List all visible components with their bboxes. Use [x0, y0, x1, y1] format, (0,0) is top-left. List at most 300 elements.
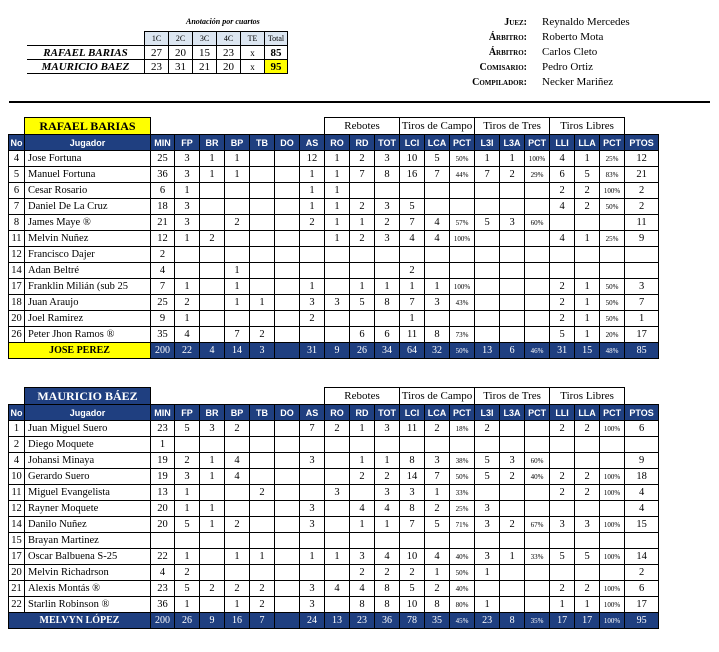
player-row — [9, 421, 659, 437]
quarter-header: 4C — [217, 32, 241, 46]
stat-cell — [325, 597, 350, 613]
stat-cell: 2 — [200, 581, 225, 597]
stat-cell: 8 — [375, 581, 400, 597]
stat-cell: 50% — [600, 311, 625, 327]
stat-cell: 2 — [550, 183, 575, 199]
official-name: Roberto Mota — [542, 31, 604, 43]
quarter-score: 15 — [193, 46, 217, 60]
stat-cell: 23 — [151, 421, 175, 437]
player-row — [9, 199, 659, 215]
stat-cell: 100% — [450, 279, 475, 295]
stat-cell: 2 — [425, 501, 450, 517]
stat-cell: 6 — [375, 327, 400, 343]
official-row — [455, 30, 630, 45]
stat-cell — [500, 437, 525, 453]
group-header-row — [9, 118, 659, 135]
stat-cell — [550, 437, 575, 453]
stat-cell — [200, 199, 225, 215]
stat-cell: 36 — [151, 167, 175, 183]
stat-cell — [575, 263, 600, 279]
stat-cell: 2 — [300, 311, 325, 327]
stat-cell: 7 — [225, 327, 250, 343]
player-row — [9, 469, 659, 485]
player-row — [9, 311, 659, 327]
stat-cell: 3 — [575, 517, 600, 533]
total-cell: 26 — [350, 343, 375, 359]
stat-cell — [525, 597, 550, 613]
column-header: DO — [275, 405, 300, 421]
stat-cell — [375, 247, 400, 263]
stat-cell — [300, 437, 325, 453]
official-row — [455, 15, 630, 30]
stat-cell — [525, 279, 550, 295]
stat-cell: 5 — [175, 581, 200, 597]
stat-cell — [425, 311, 450, 327]
stat-cell — [425, 199, 450, 215]
player-number: 14 — [9, 517, 25, 533]
stat-cell: 1 — [175, 549, 200, 565]
stat-cell: 4 — [425, 215, 450, 231]
column-header: RO — [325, 405, 350, 421]
stat-cell — [625, 247, 659, 263]
stat-cell: 2 — [350, 199, 375, 215]
stat-cell: 4 — [350, 581, 375, 597]
stat-cell — [250, 231, 275, 247]
stat-cell: 4 — [625, 485, 659, 501]
column-header-row — [9, 135, 659, 151]
stat-cell — [350, 485, 375, 501]
totals-row — [9, 613, 659, 629]
stat-cell — [200, 485, 225, 501]
stat-cell — [550, 501, 575, 517]
stat-cell — [250, 167, 275, 183]
column-header: PCT — [525, 405, 550, 421]
stat-cell — [300, 231, 325, 247]
stat-cell — [225, 565, 250, 581]
total-cell: 9 — [200, 613, 225, 629]
stat-cell: 7 — [425, 469, 450, 485]
stat-cell: 2 — [175, 565, 200, 581]
stat-cell — [275, 597, 300, 613]
column-header: LCI — [400, 405, 425, 421]
stat-cell — [300, 485, 325, 501]
stat-cell — [550, 533, 575, 549]
stat-cell — [425, 263, 450, 279]
total-cell: 8 — [500, 613, 525, 629]
quarters-caption: Anotación por cuartos — [186, 17, 260, 26]
stat-cell: 1 — [200, 453, 225, 469]
stat-cell: 3 — [375, 485, 400, 501]
quarter-score: 21 — [193, 60, 217, 74]
stat-cell — [475, 263, 500, 279]
stat-cell: 7 — [425, 167, 450, 183]
stat-cell — [525, 437, 550, 453]
player-row — [9, 437, 659, 453]
stat-cell: 11 — [400, 327, 425, 343]
column-header: TB — [250, 135, 275, 151]
stat-cell — [250, 565, 275, 581]
official-row — [455, 45, 630, 60]
stat-cell — [350, 247, 375, 263]
stat-cell: 1 — [225, 549, 250, 565]
stat-cell — [325, 453, 350, 469]
stat-cell — [500, 279, 525, 295]
stat-cell: 1 — [425, 565, 450, 581]
player-name: Manuel Fortuna — [25, 167, 151, 183]
stat-cell: 10 — [400, 151, 425, 167]
total-cell: 200 — [151, 613, 175, 629]
stat-cell — [525, 501, 550, 517]
stat-cell: 2 — [300, 215, 325, 231]
stat-cell: 21 — [625, 167, 659, 183]
stat-cell — [525, 485, 550, 501]
stat-cell: 3 — [625, 279, 659, 295]
stat-cell: 5 — [475, 469, 500, 485]
stat-cell: 21 — [151, 215, 175, 231]
stat-cell: 1 — [300, 549, 325, 565]
stat-cell: 9 — [151, 311, 175, 327]
stat-cell — [275, 167, 300, 183]
quarter-score: 23 — [217, 46, 241, 60]
stat-cell — [225, 183, 250, 199]
stat-cell: 1 — [350, 453, 375, 469]
stat-cell — [475, 311, 500, 327]
stat-cell — [350, 533, 375, 549]
quarter-score: 31 — [169, 60, 193, 74]
column-header: FP — [175, 405, 200, 421]
stat-cell — [275, 469, 300, 485]
spacer — [9, 118, 25, 135]
stat-cell — [500, 533, 525, 549]
player-row — [9, 295, 659, 311]
stat-cell: 2 — [575, 485, 600, 501]
stat-cell: 2 — [550, 581, 575, 597]
stat-cell: 1 — [500, 151, 525, 167]
column-header: BR — [200, 135, 225, 151]
total-cell: 26 — [175, 613, 200, 629]
total-cell: 23 — [350, 613, 375, 629]
stat-cell — [550, 453, 575, 469]
stat-cell — [500, 501, 525, 517]
column-header: PCT — [450, 135, 475, 151]
stat-cell — [275, 183, 300, 199]
stat-cell: 100% — [525, 151, 550, 167]
stat-cell — [575, 565, 600, 581]
stat-cell: 12 — [300, 151, 325, 167]
player-number: 20 — [9, 565, 25, 581]
stat-cell: 1 — [475, 565, 500, 581]
stat-cell: 1 — [475, 597, 500, 613]
stat-cell: 1 — [325, 215, 350, 231]
stat-cell — [550, 565, 575, 581]
stat-cell: 100% — [600, 517, 625, 533]
stat-cell — [325, 501, 350, 517]
stat-cell: 8 — [375, 295, 400, 311]
column-header: AS — [300, 135, 325, 151]
player-name: Danilo Nuñez — [25, 517, 151, 533]
stat-cell: 3 — [300, 501, 325, 517]
column-header: PCT — [525, 135, 550, 151]
stat-cell: 5 — [400, 199, 425, 215]
player-name: Franklin Milián (sub 25 — [25, 279, 151, 295]
stat-cell: 5 — [550, 549, 575, 565]
stat-cell: 1 — [575, 295, 600, 311]
stat-cell: 1 — [575, 231, 600, 247]
stat-cell: 20% — [600, 327, 625, 343]
stat-cell: 1 — [350, 215, 375, 231]
stat-cell — [250, 263, 275, 279]
stat-cell: 1 — [175, 485, 200, 501]
column-header: Jugador — [25, 135, 151, 151]
stat-cell: 29% — [525, 167, 550, 183]
quarters-total-winner: 95 — [265, 60, 288, 74]
stat-cell: 2 — [151, 247, 175, 263]
column-header-row — [9, 405, 659, 421]
stat-cell — [275, 485, 300, 501]
stat-cell: 2 — [550, 311, 575, 327]
stat-cell: 2 — [350, 565, 375, 581]
stat-cell: 5 — [475, 215, 500, 231]
stat-cell — [325, 327, 350, 343]
player-number: 12 — [9, 247, 25, 263]
stat-cell: 5 — [475, 453, 500, 469]
stat-cell — [525, 421, 550, 437]
stat-cell — [275, 263, 300, 279]
stat-cell: 6 — [350, 327, 375, 343]
stat-cell: 1 — [250, 549, 275, 565]
stat-cell: 8 — [425, 597, 450, 613]
stat-cell: 4 — [550, 231, 575, 247]
stat-cell — [300, 533, 325, 549]
player-name: Joel Ramirez — [25, 311, 151, 327]
quarter-score: x — [241, 60, 265, 74]
stat-cell: 2 — [575, 581, 600, 597]
stat-cell: 2 — [250, 581, 275, 597]
stat-cell: 50% — [450, 151, 475, 167]
stat-cell: 35 — [151, 327, 175, 343]
stat-cell — [525, 565, 550, 581]
total-cell: 35 — [425, 613, 450, 629]
stat-cell: 5 — [550, 327, 575, 343]
total-cell: 31 — [300, 343, 325, 359]
player-row — [9, 167, 659, 183]
stat-cell — [550, 263, 575, 279]
stat-cell: 1 — [300, 183, 325, 199]
player-number: 6 — [9, 183, 25, 199]
stat-cell: 1 — [575, 151, 600, 167]
stat-cell — [200, 295, 225, 311]
player-name: Juan Miguel Suero — [25, 421, 151, 437]
stat-cell — [575, 533, 600, 549]
stat-cell — [275, 295, 300, 311]
stat-cell — [151, 533, 175, 549]
stat-cell: 8 — [400, 453, 425, 469]
official-name: Reynaldo Mercedes — [542, 16, 630, 28]
column-header: PCT — [600, 135, 625, 151]
stat-cell: 1 — [175, 311, 200, 327]
player-name: Melvin Nuñez — [25, 231, 151, 247]
stat-cell: 100% — [600, 485, 625, 501]
stat-cell: 18 — [151, 199, 175, 215]
stat-cell: 57% — [450, 215, 475, 231]
stat-cell: 6 — [625, 421, 659, 437]
stat-cell — [300, 327, 325, 343]
total-cell: 23 — [475, 613, 500, 629]
stat-cell: 71% — [450, 517, 475, 533]
stat-cell — [325, 469, 350, 485]
quarters-total: 85 — [265, 46, 288, 60]
stat-cell: 1 — [500, 549, 525, 565]
stat-cell: 1 — [550, 597, 575, 613]
stat-cell — [500, 581, 525, 597]
stat-cell: 2 — [350, 151, 375, 167]
stat-cell: 7 — [400, 517, 425, 533]
stat-cell — [200, 215, 225, 231]
stat-cell: 2 — [225, 421, 250, 437]
player-row — [9, 151, 659, 167]
player-name: James Maye ® — [25, 215, 151, 231]
column-header: LCA — [425, 405, 450, 421]
stat-cell: 1 — [375, 279, 400, 295]
stat-cell — [575, 215, 600, 231]
stat-cell: 80% — [450, 597, 475, 613]
stat-cell — [450, 183, 475, 199]
stat-cell: 2 — [325, 421, 350, 437]
stat-cell: 2 — [175, 453, 200, 469]
stat-cell — [325, 517, 350, 533]
stat-cell: 2 — [175, 295, 200, 311]
player-name: Francisco Dajer — [25, 247, 151, 263]
stat-cell — [500, 183, 525, 199]
stat-cell: 2 — [500, 517, 525, 533]
player-row — [9, 581, 659, 597]
total-cell: 15 — [575, 343, 600, 359]
official-name: Necker Mariñez — [542, 76, 614, 88]
stat-cell — [550, 215, 575, 231]
stat-cell — [325, 279, 350, 295]
stat-cell — [475, 183, 500, 199]
stat-cell — [600, 565, 625, 581]
stat-cell — [400, 437, 425, 453]
total-cell: 36 — [375, 613, 400, 629]
stat-cell — [325, 247, 350, 263]
stat-cell: 1 — [625, 311, 659, 327]
stat-group-tiros-campo: Tiros de Campo — [400, 118, 475, 135]
stat-cell — [275, 517, 300, 533]
stat-cell — [250, 247, 275, 263]
official-row — [455, 75, 630, 90]
stat-cell: 25% — [600, 151, 625, 167]
total-cell: 9 — [325, 343, 350, 359]
stat-cell — [375, 311, 400, 327]
stat-cell — [425, 533, 450, 549]
stat-cell: 2 — [550, 469, 575, 485]
quarter-header: TE — [241, 32, 265, 46]
stat-cell — [450, 263, 475, 279]
stat-cell: 10 — [400, 549, 425, 565]
stat-cell: 22 — [151, 549, 175, 565]
stat-cell: 3 — [475, 549, 500, 565]
total-cell: 64 — [400, 343, 425, 359]
stat-cell — [550, 247, 575, 263]
spacer — [151, 388, 325, 405]
stat-cell — [300, 565, 325, 581]
stat-cell: 100% — [600, 549, 625, 565]
stat-cell — [425, 247, 450, 263]
stat-cell — [200, 279, 225, 295]
stat-cell: 11 — [400, 421, 425, 437]
player-name: Brayan Martinez — [25, 533, 151, 549]
stat-cell: 2 — [550, 295, 575, 311]
column-header: RD — [350, 405, 375, 421]
stat-cell: 2 — [250, 485, 275, 501]
quarters-table — [27, 31, 288, 74]
stat-cell — [175, 263, 200, 279]
stat-cell — [250, 199, 275, 215]
stat-cell: 4 — [225, 453, 250, 469]
stat-cell: 2 — [225, 215, 250, 231]
total-cell: 3 — [250, 343, 275, 359]
stat-cell: 6 — [550, 167, 575, 183]
stat-cell: 2 — [575, 469, 600, 485]
stat-cell — [175, 247, 200, 263]
stat-cell: 2 — [575, 421, 600, 437]
column-header: LLA — [575, 405, 600, 421]
stat-cell — [200, 533, 225, 549]
stat-cell — [175, 533, 200, 549]
stat-cell — [475, 231, 500, 247]
stat-cell — [275, 453, 300, 469]
quarter-header-total: Total — [265, 32, 288, 46]
stat-cell — [275, 215, 300, 231]
stat-cell — [275, 247, 300, 263]
stat-cell: 3 — [500, 453, 525, 469]
stat-cell — [525, 263, 550, 279]
stat-cell — [200, 597, 225, 613]
stat-cell: 3 — [550, 517, 575, 533]
stat-cell: 1 — [575, 597, 600, 613]
stat-cell — [450, 533, 475, 549]
player-name: Rayner Moquete — [25, 501, 151, 517]
stat-cell: 2 — [200, 231, 225, 247]
stat-cell: 3 — [375, 421, 400, 437]
stat-cell: 38% — [450, 453, 475, 469]
stat-cell: 1 — [400, 279, 425, 295]
stat-cell — [275, 533, 300, 549]
stat-cell: 9 — [625, 453, 659, 469]
stat-cell: 2 — [350, 231, 375, 247]
stat-cell — [425, 183, 450, 199]
stat-cell: 40% — [525, 469, 550, 485]
stat-cell: 8 — [425, 327, 450, 343]
stat-cell — [225, 231, 250, 247]
stat-cell — [200, 549, 225, 565]
player-number: 12 — [9, 501, 25, 517]
quarters-team-name: RAFAEL BARIAS — [27, 46, 145, 60]
stat-cell: 1 — [151, 437, 175, 453]
stat-cell — [275, 311, 300, 327]
stat-cell — [400, 533, 425, 549]
stat-cell: 1 — [225, 263, 250, 279]
player-name: Cesar Rosario — [25, 183, 151, 199]
stat-cell: 50% — [600, 279, 625, 295]
stat-cell: 67% — [525, 517, 550, 533]
stat-cell: 1 — [325, 199, 350, 215]
player-row — [9, 565, 659, 581]
official-name: Pedro Ortiz — [542, 61, 594, 73]
stat-cell: 2 — [425, 421, 450, 437]
player-row — [9, 263, 659, 279]
